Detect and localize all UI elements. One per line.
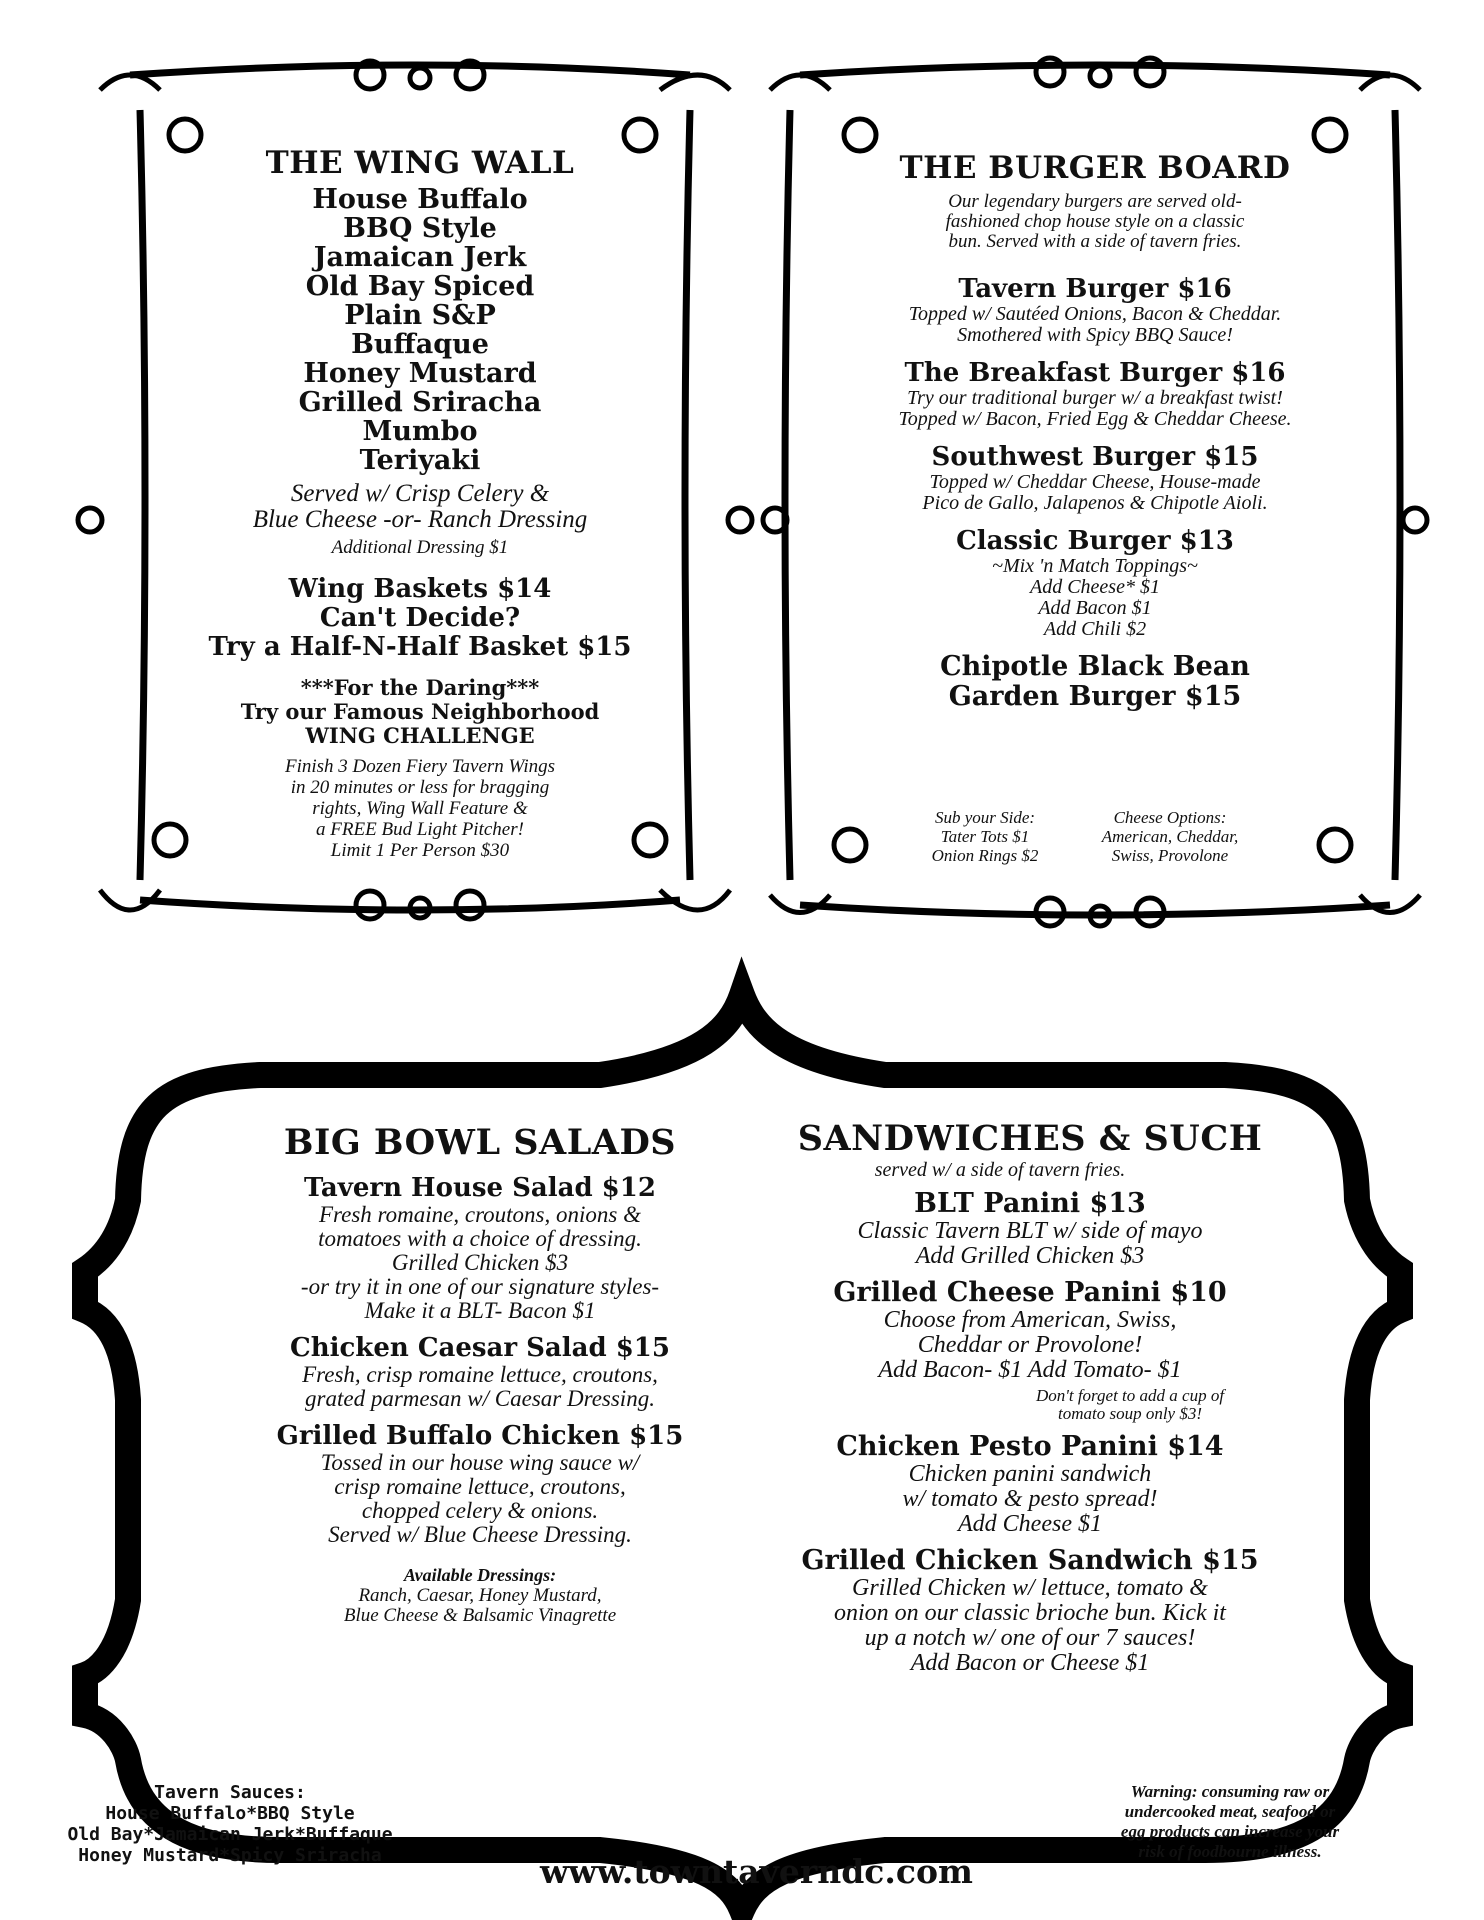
- warning-line: Warning: consuming raw or: [1130, 1782, 1330, 1801]
- dressing-line: Blue Cheese & Balsamic Vinagrette: [343, 1605, 617, 1626]
- salad-item-desc: chopped celery & onions.: [361, 1498, 599, 1523]
- burger-intro-line: Our legendary burgers are served old-: [948, 191, 1242, 212]
- salad-list: [230, 1173, 730, 1547]
- sandwich-item-desc: Add Bacon or Cheese $1: [910, 1650, 1150, 1676]
- burger-item-desc: Add Cheese* $1: [1030, 576, 1160, 598]
- sandwich-item: [790, 1545, 1270, 1676]
- wing-wall-title: THE WING WALL: [265, 145, 575, 181]
- sandwiches-section: [790, 1118, 1270, 1684]
- salad-item: [230, 1421, 730, 1547]
- burger-item-desc: Topped w/ Sautéed Onions, Bacon & Cheddar.: [908, 303, 1282, 325]
- sauce-line: House Buffalo*BBQ Style: [105, 1803, 355, 1824]
- burger-item-desc: Try our traditional burger w/ a breakfast twist!: [907, 387, 1283, 409]
- wing-daring: Try our Famous Neighborhood: [240, 699, 600, 724]
- side-line: Sub your Side:: [934, 808, 1036, 827]
- salad-item-desc: Tossed in our house wing sauce w/: [320, 1450, 640, 1475]
- wing-flavor: Grilled Sriracha: [298, 387, 542, 418]
- sandwich-item-name: Chicken Pesto Panini $14: [836, 1431, 1224, 1462]
- burger-item-desc: Smothered with Spicy BBQ Sauce!: [957, 324, 1233, 346]
- burger-board-title: THE BURGER BOARD: [899, 150, 1291, 186]
- wing-flavor: Plain S&P: [344, 300, 496, 331]
- sandwich-item: [790, 1277, 1270, 1423]
- soup-note-line: Don't forget to add a cup of: [1035, 1386, 1225, 1405]
- sandwich-item: [790, 1188, 1270, 1269]
- side-line: Tater Tots $1: [940, 827, 1030, 846]
- sandwich-item-name: BLT Panini $13: [914, 1188, 1146, 1219]
- salad-item-desc: Served w/ Blue Cheese Dressing.: [328, 1522, 632, 1547]
- burger-item-desc: Add Bacon $1: [1038, 597, 1152, 619]
- wing-wall-section: [170, 145, 670, 861]
- burger-intro-line: fashioned chop house style on a classic: [945, 211, 1245, 232]
- wing-baskets: Wing Baskets $14: [288, 574, 552, 604]
- sauce-line: Honey Mustard*Spicy Sriracha: [78, 1845, 382, 1866]
- burger-item-name: Classic Burger $13: [956, 526, 1234, 556]
- side-line: Onion Rings $2: [931, 846, 1039, 865]
- wing-challenge: WING CHALLENGE: [305, 723, 535, 748]
- challenge-desc-line: rights, Wing Wall Feature &: [312, 798, 528, 819]
- wing-flavor: Honey Mustard: [303, 358, 537, 389]
- salad-item: [230, 1173, 730, 1323]
- salad-item-desc: Fresh, crisp romaine lettuce, croutons,: [302, 1362, 658, 1387]
- sandwich-item-desc: Classic Tavern BLT w/ side of mayo: [857, 1218, 1203, 1244]
- dressings-title: Available Dressings:: [403, 1565, 557, 1585]
- wing-flavor: House Buffalo: [312, 184, 528, 215]
- wing-additional-dressing: Additional Dressing $1: [331, 537, 509, 558]
- wing-served-line: Blue Cheese -or- Ranch Dressing: [252, 506, 588, 533]
- burger-list: [815, 274, 1375, 640]
- salad-item-name: Chicken Caesar Salad $15: [290, 1333, 670, 1363]
- burger-board-section: [815, 150, 1375, 712]
- wing-flavor: Mumbo: [362, 416, 478, 447]
- challenge-desc-line: Finish 3 Dozen Fiery Tavern Wings: [284, 756, 556, 777]
- challenge-desc-line: a FREE Bud Light Pitcher!: [316, 819, 524, 840]
- cheese-line: American, Cheddar,: [1101, 827, 1239, 846]
- burger-item: [815, 274, 1375, 346]
- burger-item-desc: Topped w/ Cheddar Cheese, House-made: [929, 471, 1261, 493]
- sauce-line: Old Bay*Jamaican Jerk*Buffaque: [67, 1824, 393, 1845]
- sandwich-item-desc: Chicken panini sandwich: [908, 1461, 1152, 1487]
- burger-item-name: Tavern Burger $16: [958, 274, 1232, 304]
- salad-item-name: Tavern House Salad $12: [304, 1173, 656, 1203]
- sandwich-item-desc: up a notch w/ one of our 7 sauces!: [864, 1625, 1196, 1651]
- challenge-desc-line: in 20 minutes or less for bragging: [290, 777, 550, 798]
- sandwich-item-desc: Add Cheese $1: [958, 1511, 1102, 1537]
- wing-daring: ***For the Daring***: [300, 675, 540, 700]
- challenge-desc-line: Limit 1 Per Person $30: [330, 840, 510, 861]
- garden-burger-name: Garden Burger $15: [948, 681, 1242, 712]
- salad-item-name: Grilled Buffalo Chicken $15: [276, 1421, 684, 1451]
- wing-flavor: Old Bay Spiced: [305, 271, 535, 302]
- wing-flavor: Teriyaki: [359, 445, 481, 476]
- sandwich-item-desc: Cheddar or Provolone!: [917, 1332, 1143, 1358]
- wing-served-line: Served w/ Crisp Celery &: [290, 480, 550, 507]
- salad-item-desc: Fresh romaine, croutons, onions &: [319, 1202, 641, 1227]
- burger-intro: [815, 192, 1375, 252]
- burger-item: [815, 442, 1375, 514]
- sandwich-list: [790, 1188, 1270, 1676]
- salad-item-desc: Make it a BLT- Bacon $1: [364, 1298, 596, 1323]
- sandwich-item-desc: Choose from American, Swiss,: [883, 1307, 1177, 1333]
- sandwich-item: [790, 1431, 1270, 1537]
- burger-cheese-options: [1075, 808, 1265, 865]
- cheese-line: Cheese Options:: [1113, 808, 1227, 827]
- sandwiches-title: SANDWICHES & SUCH: [797, 1118, 1263, 1159]
- wing-cant-decide: Can't Decide?: [319, 603, 521, 633]
- sandwiches-subtitle: served w/ a side of tavern fries.: [874, 1159, 1126, 1181]
- wing-half-basket: Try a Half-N-Half Basket $15: [208, 632, 632, 662]
- warning-line: egg products can increase your: [1120, 1822, 1340, 1841]
- sandwich-item-desc: Add Grilled Chicken $3: [915, 1243, 1145, 1269]
- wing-flavor: Buffaque: [351, 329, 489, 360]
- sandwich-item-desc: Add Bacon- $1 Add Tomato- $1: [878, 1357, 1182, 1383]
- salad-item: [230, 1333, 730, 1411]
- soup-note-line: tomato soup only $3!: [1057, 1404, 1203, 1423]
- dressing-line: Ranch, Caesar, Honey Mustard,: [358, 1585, 602, 1606]
- cheese-line: Swiss, Provolone: [1111, 846, 1229, 865]
- burger-item-name: The Breakfast Burger $16: [904, 358, 1286, 388]
- burger-item-desc: Add Chili $2: [1043, 618, 1147, 640]
- salads-section: [230, 1122, 730, 1626]
- burger-item-desc: Pico de Gallo, Jalapenos & Chipotle Aioli.: [922, 492, 1268, 514]
- burger-item-name: Southwest Burger $15: [931, 442, 1259, 472]
- salad-item-desc: -or try it in one of our signature styles-: [300, 1274, 660, 1299]
- burger-item-desc: Topped w/ Bacon, Fried Egg & Cheddar Cheese.: [898, 408, 1292, 430]
- salads-title: BIG BOWL SALADS: [283, 1122, 677, 1163]
- soup-note: [990, 1387, 1270, 1423]
- wing-flavor: Jamaican Jerk: [313, 242, 527, 273]
- salad-item-desc: crisp romaine lettuce, croutons,: [334, 1474, 626, 1499]
- wing-flavor-list: [170, 185, 670, 475]
- sandwich-item-name: Grilled Cheese Panini $10: [833, 1277, 1227, 1308]
- wing-flavor: BBQ Style: [343, 213, 497, 244]
- wing-challenge-description: [170, 756, 670, 861]
- burger-intro-line: bun. Served with a side of tavern fries.: [948, 231, 1242, 252]
- sauce-line: Tavern Sauces:: [154, 1782, 306, 1803]
- salad-item-desc: grated parmesan w/ Caesar Dressing.: [305, 1386, 655, 1411]
- sandwich-item-desc: w/ tomato & pesto spread!: [902, 1486, 1158, 1512]
- sandwich-item-desc: Grilled Chicken w/ lettuce, tomato &: [852, 1575, 1208, 1601]
- food-warning: [1060, 1782, 1400, 1862]
- sandwich-item-desc: onion on our classic brioche bun. Kick it: [834, 1600, 1226, 1626]
- burger-sides: [910, 808, 1060, 865]
- burger-item-desc: ~Mix 'n Match Toppings~: [992, 555, 1198, 577]
- burger-item: [815, 358, 1375, 430]
- sandwich-item-name: Grilled Chicken Sandwich $15: [801, 1545, 1259, 1576]
- website-link[interactable]: www.towntaverndc.com: [540, 1852, 973, 1891]
- warning-line: risk of foodbourne illness.: [1138, 1842, 1322, 1861]
- salad-item-desc: tomatoes with a choice of dressing.: [318, 1226, 642, 1251]
- salad-item-desc: Grilled Chicken $3: [391, 1250, 569, 1275]
- burger-item: [815, 526, 1375, 640]
- warning-line: undercooked meat, seafood or: [1124, 1802, 1336, 1821]
- garden-burger-name: Chipotle Black Bean: [940, 651, 1250, 682]
- tavern-sauces: [40, 1782, 420, 1866]
- dressings-list: [230, 1586, 730, 1626]
